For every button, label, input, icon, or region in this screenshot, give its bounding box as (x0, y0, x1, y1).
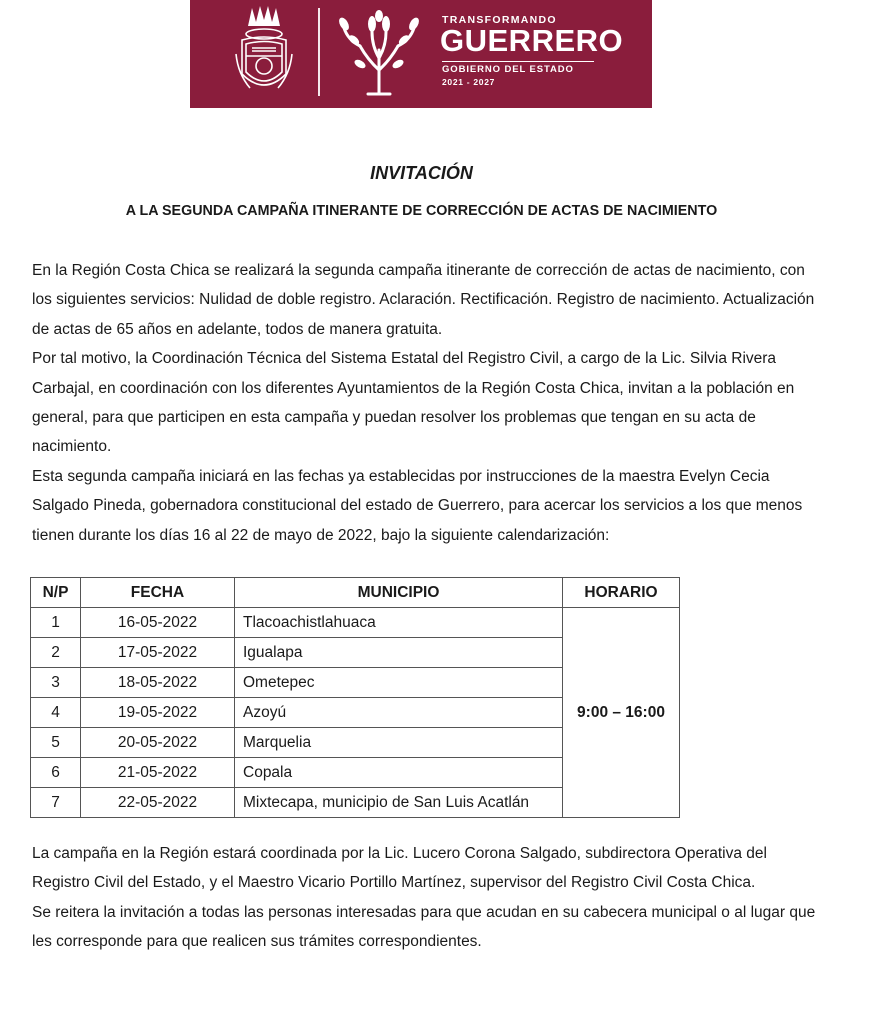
state-seal-icon (234, 4, 294, 98)
row-np: 6 (31, 758, 81, 788)
row-municipio: Tlacoachistlahuaca (235, 608, 563, 638)
row-municipio: Mixtecapa, municipio de San Luis Acatlán (235, 788, 563, 818)
brand-rule (442, 61, 594, 62)
header-horario: HORARIO (563, 578, 680, 608)
row-np: 1 (31, 608, 81, 638)
brand-government: GOBIERNO DEL ESTADO (442, 64, 574, 75)
row-municipio: Marquelia (235, 728, 563, 758)
header-np: N/P (31, 578, 81, 608)
tree-logo-icon (338, 10, 420, 96)
row-fecha: 19-05-2022 (81, 698, 235, 728)
row-np: 3 (31, 668, 81, 698)
intro-paragraph-1: En la Región Costa Chica se realizará la segunda campaña itinerante de corrección de actas de nacimiento, con los siguientes servicios: Nulidad de doble registro. Aclaración. Rectificación. Registro de nacimiento. Actualización de actas de 65 años en adelante, todos de manera gratuita. (32, 262, 815, 338)
banner-divider (318, 8, 320, 96)
table-header-row (31, 578, 680, 608)
row-np: 5 (31, 728, 81, 758)
row-fecha: 16-05-2022 (81, 608, 235, 638)
row-np: 4 (31, 698, 81, 728)
schedule-table (30, 577, 680, 818)
row-np: 7 (31, 788, 81, 818)
table-row (31, 608, 680, 638)
page-title: INVITACIÓN (370, 163, 473, 183)
header-municipio: MUNICIPIO (235, 578, 563, 608)
row-fecha: 22-05-2022 (81, 788, 235, 818)
row-municipio: Ometepec (235, 668, 563, 698)
header-fecha: FECHA (81, 578, 235, 608)
page-subtitle: A LA SEGUNDA CAMPAÑA ITINERANTE DE CORRECCIÓN DE ACTAS DE NACIMIENTO (125, 203, 718, 219)
closing-paragraph-1: La campaña en la Región estará coordinada por la Lic. Lucero Corona Salgado, subdirectora Operativa del Registro Civil del Estado, y el Maestro Vicario Portillo Martínez, supervisor del Registro Civil Costa Chica. (32, 845, 767, 892)
row-municipio: Igualapa (235, 638, 563, 668)
brand-years: 2021 - 2027 (442, 77, 496, 87)
row-fecha: 20-05-2022 (81, 728, 235, 758)
row-municipio: Copala (235, 758, 563, 788)
intro-paragraph-2: Por tal motivo, la Coordinación Técnica del Sistema Estatal del Registro Civil, a cargo de la Lic. Silvia Rivera Carbajal, en coordinación con los diferentes Ayuntamientos de la Región Costa Chica, invitan a la población en general, para que participen en esta campaña y puedan resolver los problemas que tengan en su acta de nacimiento. (32, 350, 795, 456)
row-fecha: 17-05-2022 (81, 638, 235, 668)
intro-paragraph-3: Esta segunda campaña iniciará en las fechas ya establecidas por instrucciones de la maestra Evelyn Cecia Salgado Pineda, gobernadora constitucional del estado de Guerrero, para acercar los servicios a los que menos tienen durante los días 16 al 22 de mayo de 2022, bajo la siguiente calendarización: (32, 467, 803, 544)
row-np: 2 (31, 638, 81, 668)
header-banner (190, 0, 652, 108)
brand-tagline: TRANSFORMANDO (442, 14, 557, 26)
closing-paragraph-2: Se reitera la invitación a todas las personas interesadas para que acudan en su cabecera municipal o al lugar que les corresponde para que realicen sus trámites correspondientes. (32, 903, 816, 951)
row-fecha: 18-05-2022 (81, 668, 235, 698)
closing-text (32, 839, 822, 957)
row-fecha: 21-05-2022 (81, 758, 235, 788)
horario-cell: 9:00 – 16:00 (563, 608, 680, 818)
row-municipio: Azoyú (235, 698, 563, 728)
intro-text (32, 256, 822, 550)
brand-name: GUERRERO (440, 23, 624, 58)
